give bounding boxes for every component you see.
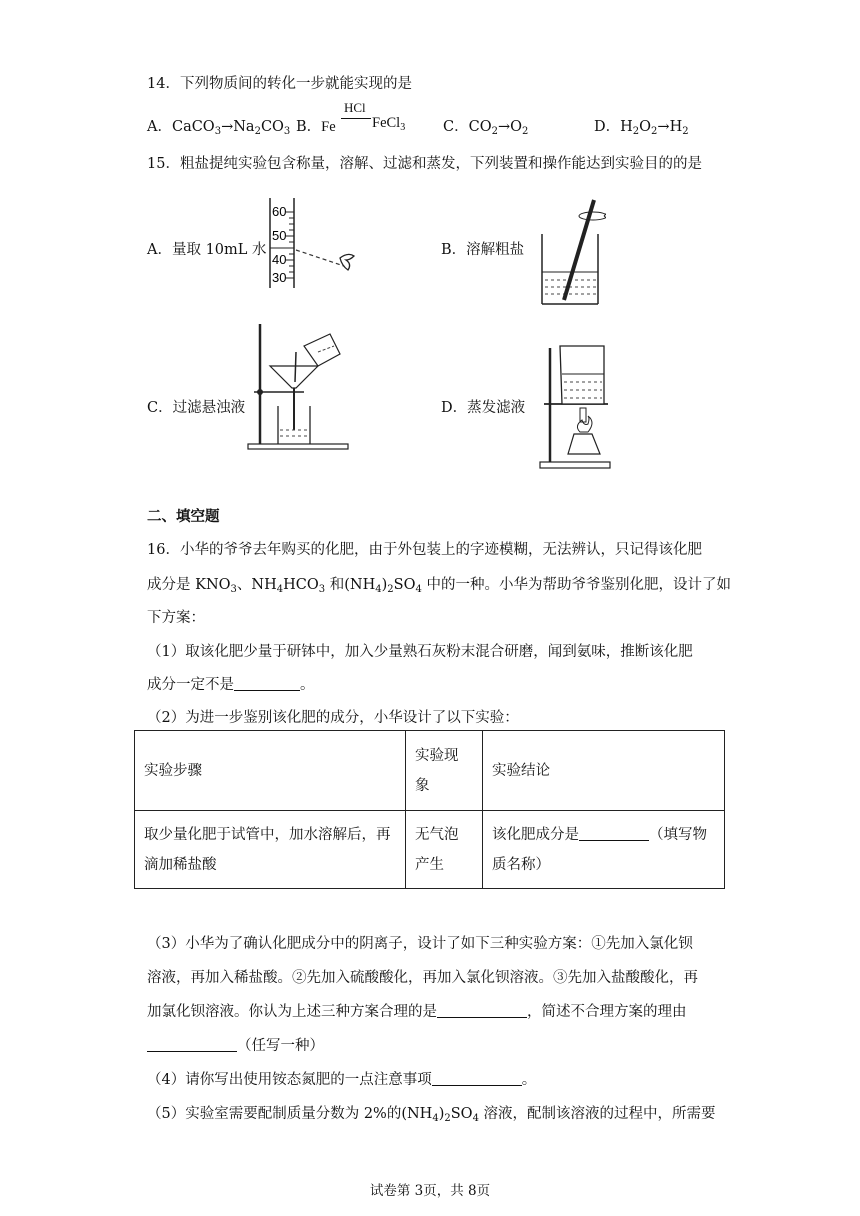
tick-label-50: 50	[272, 228, 287, 243]
answer-blank-1[interactable]	[234, 676, 300, 691]
table-cell-phenomenon: 无气泡 产生	[406, 811, 483, 889]
q14-b-arrow-line	[341, 118, 371, 119]
beaker-stirring-figure	[536, 192, 606, 310]
answer-blank-2[interactable]	[579, 826, 649, 841]
graduated-cylinder-figure	[262, 196, 372, 292]
table-cell-step: 取少量化肥于试管中，加水溶解后，再 滴加稀盐酸	[135, 811, 406, 889]
q15-option-c-label: C．过滤悬浊液	[147, 400, 246, 416]
section-heading: 二、填空题	[147, 508, 220, 525]
table-cell-conclusion: 该化肥成分是 （填写物 质名称）	[483, 811, 725, 889]
page-footer: 试卷第 3页，共 8页	[369, 1183, 491, 1199]
filtration-figure	[244, 322, 360, 452]
experiment-table	[134, 730, 725, 889]
q15-stem: 15．粗盐提纯实验包含称量，溶解、过滤和蒸发，下列装置和操作能达到实验目的的是	[147, 156, 702, 172]
tick-label-30: 30	[272, 270, 287, 285]
q15-option-d-label: D．蒸发滤液	[441, 400, 526, 416]
tick-label-60: 60	[272, 204, 287, 219]
q16-part4: （4）请你写出使用铵态氮肥的一点注意事项 。	[147, 1072, 537, 1088]
q16-line-1: 16．小华的爷爷去年购买的化肥，由于外包装上的字迹模糊，无法辨认，只记得该化肥	[147, 542, 702, 558]
q16-part3-line-1: （3）小华为了确认化肥成分中的阴离子，设计了如下三种实验方案：①先加入氯化钡	[147, 936, 693, 952]
table-header-conclusion: 实验结论	[483, 731, 725, 811]
q14-option-a: A．$CaCO_3\to Na_2CO_3$	[147, 119, 291, 137]
answer-blank-3[interactable]	[437, 1003, 527, 1018]
evaporation-figure	[536, 342, 614, 470]
q16-part3-line-2: 溶液，再加入稀盐酸。②先加入硫酸酸化，再加入氯化钡溶液。③先加入盐酸酸化，再	[147, 970, 698, 986]
q16-part2: （2）为进一步鉴别该化肥的成分，小华设计了以下实验：	[147, 710, 519, 726]
q16-line-2: 成分是 $KNO_3$、$NH_4HCO_3$ 和$(NH_4)_2SO_4$ 中的一种。小华为帮助爷爷鉴别化肥，设计了如	[147, 577, 731, 595]
q14-b-product: FeCl$_3$	[372, 115, 406, 133]
q14-b-reagent: HCl	[344, 100, 366, 115]
table-header-steps: 实验步骤	[135, 731, 406, 811]
eye-icon	[340, 254, 354, 270]
answer-blank-5[interactable]	[432, 1071, 522, 1086]
tick-label-40: 40	[272, 252, 287, 267]
q14-option-d: D．$H_2O_2\to H_2$	[594, 119, 689, 137]
q16-part3-line-4: （任写一种）	[147, 1034, 324, 1055]
table-header-phenomenon: 实验现 象	[406, 731, 483, 811]
q16-part1-line-2: 成分一定不是 。	[147, 677, 315, 693]
q16-part5: （5）实验室需要配制质量分数为 2%的$(NH_4)_2SO_4$ 溶液，配制该溶液的过程中，所需要	[147, 1106, 716, 1124]
q16-part3-line-3: 加氯化钡溶液。你认为上述三种方案合理的是 ，简述不合理方案的理由	[147, 1004, 687, 1020]
answer-blank-4[interactable]	[147, 1037, 237, 1052]
q16-line-3: 下方案：	[147, 610, 205, 626]
q15-option-a-label: A．量取 10mL 水	[147, 242, 267, 258]
q14-option-b: B．Fe	[296, 119, 336, 135]
q15-option-b-label: B．溶解粗盐	[441, 242, 525, 258]
q14-option-c: C．$CO_2\to O_2$	[443, 119, 529, 137]
q16-part1-line-1: （1）取该化肥少量于研钵中，加入少量熟石灰粉末混合研磨，闻到氨味，推断该化肥	[147, 644, 693, 660]
q14-stem: 14．下列物质间的转化一步就能实现的是	[147, 76, 412, 92]
